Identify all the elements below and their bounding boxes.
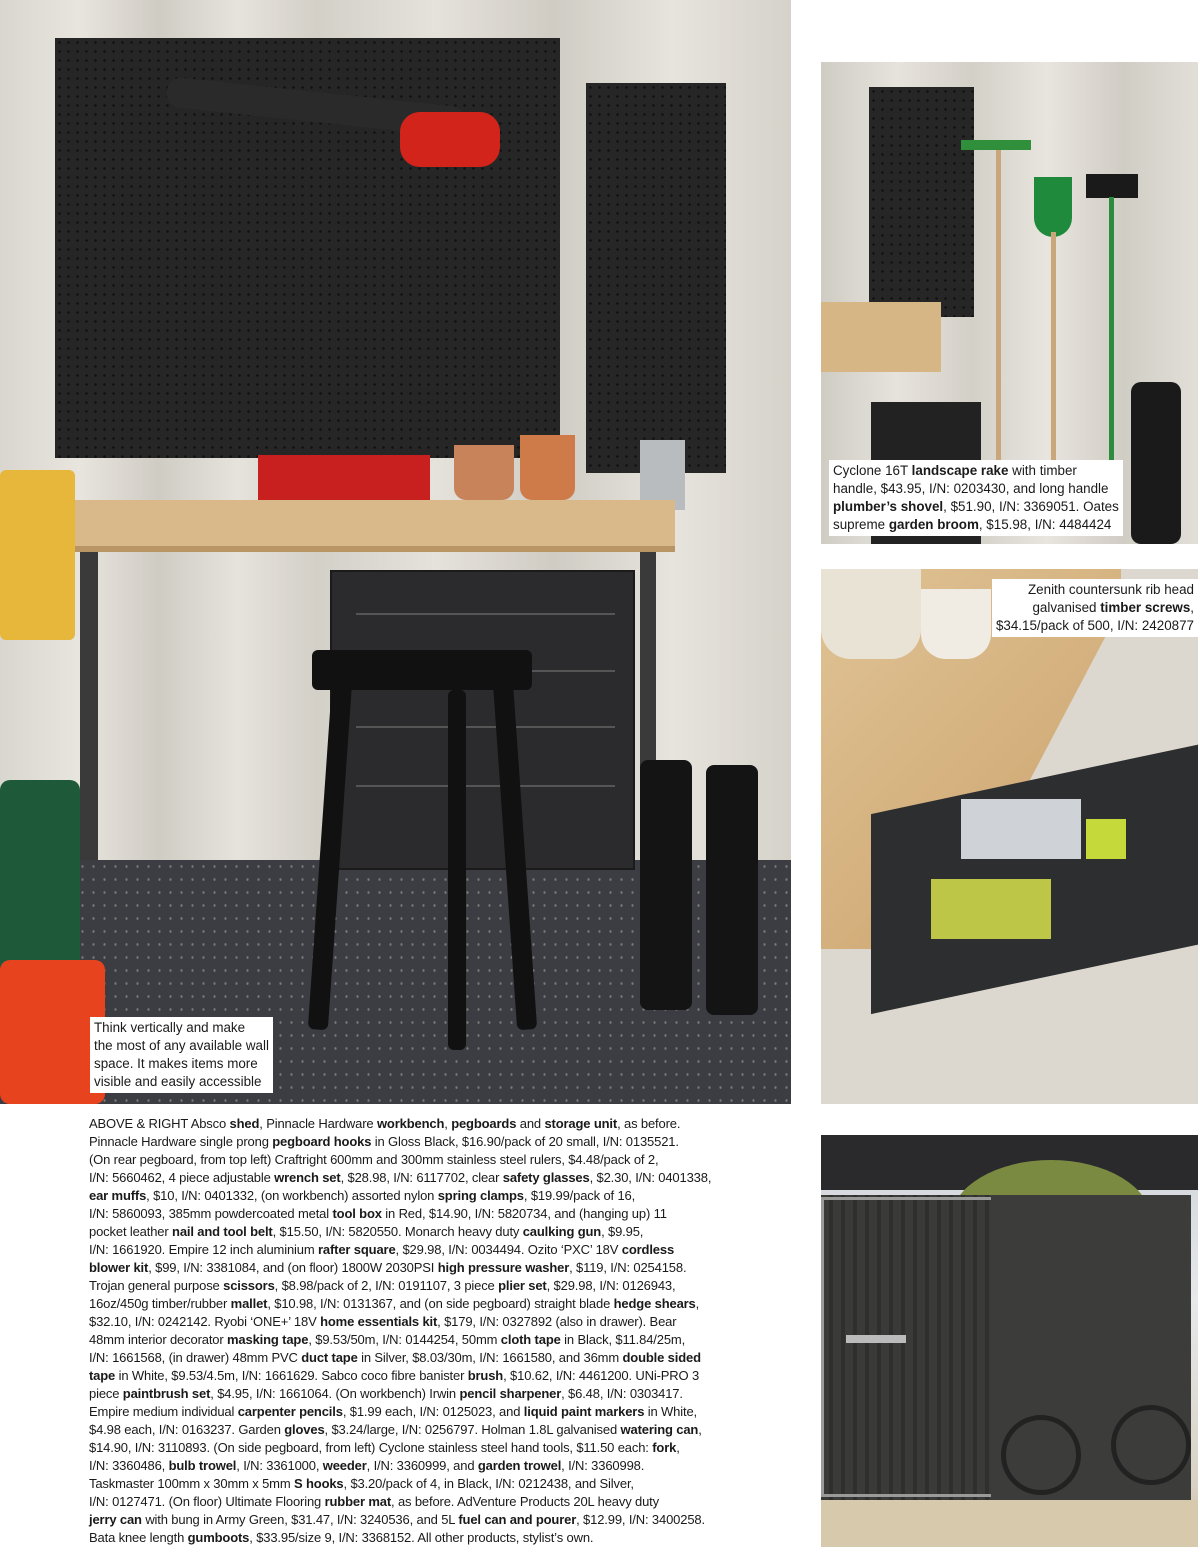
caption-line bbox=[89, 1187, 799, 1205]
caption-text: I/N: 1661920. Empire 12 inch aluminium bbox=[89, 1242, 318, 1257]
photo-drawer bbox=[821, 569, 1198, 1104]
caption-text: , $3.20/pack of 4, in Black, I/N: 0212438, and Silver, bbox=[343, 1476, 634, 1491]
caption-text: I/N: 1661568, (in drawer) 48mm PVC bbox=[89, 1350, 302, 1365]
workbench-top bbox=[821, 302, 941, 372]
tool-belt bbox=[0, 470, 75, 640]
caption-line bbox=[89, 1457, 799, 1475]
plant-pot bbox=[921, 589, 991, 659]
caption-text: , as before. AdVenture Products 20L heavy duty bbox=[391, 1494, 659, 1509]
caption-text: , $10, I/N: 0401332, (on workbench) assorted nylon bbox=[146, 1188, 438, 1203]
paving bbox=[821, 1500, 1198, 1547]
product-name: fuel can and pourer bbox=[458, 1512, 577, 1527]
bike-wheel bbox=[1001, 1415, 1081, 1495]
caption-line bbox=[89, 1493, 799, 1511]
product-name: high pressure washer bbox=[437, 1260, 570, 1275]
caption-line: space. It makes items more bbox=[94, 1056, 258, 1071]
caption-text: , $4.95, I/N: 1661064. (On workbench) Irwin bbox=[210, 1386, 460, 1401]
plant-pot bbox=[821, 569, 921, 659]
product-name: storage unit bbox=[544, 1116, 618, 1131]
product-name: wrench set bbox=[274, 1170, 341, 1185]
screws-box bbox=[961, 799, 1081, 859]
side-pegboard bbox=[586, 83, 726, 473]
stool-leg bbox=[448, 690, 466, 1050]
caption-line bbox=[996, 617, 1194, 635]
caption-text: I/N: 3360486, bbox=[89, 1458, 169, 1473]
product-name: pencil sharpener bbox=[459, 1386, 562, 1401]
product-name: ear muffs bbox=[89, 1188, 147, 1203]
caption-line bbox=[833, 498, 1119, 516]
caption-text: $34.15/pack of 500, I/N: 2420877 bbox=[995, 618, 1194, 633]
caption-text: $4.98 each, I/N: 0163237. Garden bbox=[89, 1422, 285, 1437]
caption-text: with timber bbox=[1008, 463, 1077, 478]
caption-text: , $19.99/pack of 16, bbox=[523, 1188, 636, 1203]
product-name: plier set bbox=[498, 1278, 547, 1293]
product-name: weeder bbox=[322, 1458, 367, 1473]
overlay-caption-screws bbox=[992, 579, 1198, 637]
caption-line bbox=[89, 1475, 799, 1493]
caption-text: in White, bbox=[644, 1404, 697, 1419]
caption-text: in Gloss Black, $16.90/pack of 20 small, I/N: 0135521. bbox=[371, 1134, 679, 1149]
caption-text: , $8.98/pack of 2, I/N: 0191107, 3 piece bbox=[274, 1278, 499, 1293]
door-handle bbox=[846, 1335, 906, 1343]
product-name: home essentials kit bbox=[320, 1314, 438, 1329]
product-name: workbench bbox=[376, 1116, 445, 1131]
caption-text: 16oz/450g timber/rubber bbox=[89, 1296, 231, 1311]
caption-text: , bbox=[444, 1116, 452, 1131]
caption-text: , Pinnacle Hardware bbox=[259, 1116, 377, 1131]
product-name: S hooks bbox=[294, 1476, 344, 1491]
caption-text: , $2.30, I/N: 0401338, bbox=[589, 1170, 712, 1185]
caption-text: , $3.24/large, I/N: 0256797. Holman 1.8L galvanised bbox=[324, 1422, 621, 1437]
product-name: fork bbox=[652, 1440, 677, 1455]
caption-text: , bbox=[1190, 600, 1194, 615]
product-name: blower kit bbox=[89, 1260, 149, 1275]
caption-text: Bata knee length bbox=[89, 1530, 188, 1545]
caption-line bbox=[89, 1277, 799, 1295]
caption-text: with bung in Army Green, $31.47, I/N: 3240536, and 5L bbox=[141, 1512, 459, 1527]
caption-line bbox=[996, 581, 1194, 599]
caption-text: handle, $43.95, I/N: 0203430, and long handle bbox=[833, 481, 1109, 496]
ryobi-charger bbox=[1086, 819, 1126, 859]
product-name: pegboards bbox=[451, 1116, 517, 1131]
caption-text: , I/N: 3360999, and bbox=[366, 1458, 478, 1473]
caption-text: (On rear pegboard, from top left) Craftright 600mm and 300mm stainless steel rulers, $4.48/pack of 2, bbox=[89, 1152, 659, 1167]
caption-text: I/N: 0127471. (On floor) Ultimate Flooring bbox=[89, 1494, 325, 1509]
caption-text: , $9.95, bbox=[601, 1224, 644, 1239]
caption-line: visible and easily accessible bbox=[94, 1074, 262, 1089]
caption-line: the most of any available wall bbox=[94, 1038, 269, 1053]
caption-text: , $33.95/size 9, I/N: 3368152. All other products, stylist’s own. bbox=[249, 1530, 594, 1545]
caption-line bbox=[833, 462, 1119, 480]
product-name: cloth tape bbox=[500, 1332, 561, 1347]
caption-text: Cyclone 16T bbox=[833, 463, 912, 478]
caption-text: 48mm interior decorator bbox=[89, 1332, 228, 1347]
product-name: garden broom bbox=[888, 517, 979, 532]
caption-line bbox=[89, 1151, 799, 1169]
caption-line bbox=[89, 1529, 799, 1547]
caption-line bbox=[89, 1331, 799, 1349]
caption-line bbox=[89, 1115, 799, 1133]
caption-text: in Black, $11.84/25m, bbox=[560, 1332, 686, 1347]
plant-pot bbox=[520, 435, 575, 500]
product-name: cordless bbox=[621, 1242, 675, 1257]
caption-text: , bbox=[676, 1440, 680, 1455]
product-name: timber screws bbox=[1100, 600, 1191, 615]
gumboot bbox=[706, 765, 758, 1015]
shovel-head bbox=[1034, 177, 1072, 237]
pressure-washer bbox=[1131, 382, 1181, 544]
product-name: landscape rake bbox=[911, 463, 1009, 478]
caption-text: , bbox=[695, 1296, 700, 1311]
caption-text: , $28.98, I/N: 6117702, clear bbox=[340, 1170, 503, 1185]
caption-text: , $29.98, I/N: 0126943, bbox=[546, 1278, 676, 1293]
product-name: spring clamps bbox=[437, 1188, 524, 1203]
caption-line bbox=[89, 1169, 799, 1187]
product-name: nail and tool belt bbox=[172, 1224, 273, 1239]
caption-text: Pinnacle Hardware single prong bbox=[89, 1134, 273, 1149]
main-photo-shed-workbench bbox=[0, 0, 791, 1104]
caption-text: , $10.62, I/N: 4461200. UNi-PRO 3 bbox=[503, 1368, 700, 1383]
caption-line bbox=[89, 1295, 799, 1313]
overlay-caption-rake bbox=[829, 460, 1123, 536]
caption-text: piece bbox=[89, 1386, 123, 1401]
caption-text: , $12.99, I/N: 3400258. bbox=[576, 1512, 705, 1527]
caption-line bbox=[89, 1367, 799, 1385]
caption-text: Trojan general purpose bbox=[89, 1278, 224, 1293]
blower-head bbox=[400, 112, 500, 167]
photo-shed-exterior bbox=[821, 1135, 1198, 1547]
product-name: bulb trowel bbox=[168, 1458, 237, 1473]
product-name: shed bbox=[229, 1116, 260, 1131]
caption-line bbox=[89, 1421, 799, 1439]
caption-text: , $9.53/50m, I/N: 0144254, 50mm bbox=[308, 1332, 501, 1347]
caption-text: , $99, I/N: 3381084, and (on floor) 1800W 2030PSI bbox=[148, 1260, 438, 1275]
product-credits-caption bbox=[89, 1115, 799, 1547]
caption-text: I/N: 5860093, 385mm powdercoated metal bbox=[89, 1206, 333, 1221]
side-pegboard bbox=[869, 87, 974, 317]
broom-handle bbox=[1109, 197, 1114, 487]
caption-line bbox=[833, 516, 1119, 534]
product-name: rubber mat bbox=[324, 1494, 392, 1509]
caption-text: and bbox=[516, 1116, 545, 1131]
caption-text: , I/N: 3360998. bbox=[561, 1458, 645, 1473]
caption-text: galvanised bbox=[1032, 600, 1101, 615]
broom-head bbox=[1086, 174, 1138, 198]
caption-line bbox=[89, 1133, 799, 1151]
product-name: safety glasses bbox=[502, 1170, 590, 1185]
photo-garden-tools bbox=[821, 62, 1198, 544]
caption-line bbox=[996, 599, 1194, 617]
product-name: plumber’s shovel bbox=[833, 499, 944, 514]
caption-text: , as before. bbox=[617, 1116, 681, 1131]
product-name: brush bbox=[467, 1368, 504, 1383]
caption-text: , I/N: 3361000, bbox=[236, 1458, 323, 1473]
shed-door bbox=[821, 1197, 999, 1497]
caption-text: , $6.48, I/N: 0303417. bbox=[561, 1386, 683, 1401]
product-name: mallet bbox=[230, 1296, 268, 1311]
caption-text: supreme bbox=[833, 517, 889, 532]
caption-text: Empire medium individual bbox=[89, 1404, 238, 1419]
caption-text: in White, $9.53/4.5m, I/N: 1661629. Sabco coco fibre banister bbox=[115, 1368, 468, 1383]
bench-leg bbox=[640, 552, 656, 792]
caption-text: , $15.98, I/N: 4484424 bbox=[978, 517, 1112, 532]
bit-set bbox=[931, 879, 1051, 939]
caption-text: , $119, I/N: 0254158. bbox=[569, 1260, 687, 1275]
product-name: scissors bbox=[223, 1278, 275, 1293]
plant-pot bbox=[454, 445, 514, 500]
caption-text: Zenith countersunk rib head bbox=[1028, 582, 1194, 597]
product-name: tool box bbox=[332, 1206, 382, 1221]
product-name: paintbrush set bbox=[122, 1386, 211, 1401]
product-name: jerry can bbox=[89, 1512, 142, 1527]
product-name: garden trowel bbox=[477, 1458, 562, 1473]
rake-handle bbox=[996, 142, 1001, 472]
caption-line bbox=[89, 1241, 799, 1259]
caption-line bbox=[89, 1313, 799, 1331]
storage-unit bbox=[330, 570, 635, 870]
caption-text: pocket leather bbox=[89, 1224, 173, 1239]
caption-text: $14.90, I/N: 3110893. (On side pegboard, from left) Cyclone stainless steel hand tools, $11.50 each: bbox=[89, 1440, 653, 1455]
caption-text: , $179, I/N: 0327892 (also in drawer). Bear bbox=[437, 1314, 677, 1329]
product-name: watering can bbox=[620, 1422, 699, 1437]
caption-line bbox=[89, 1259, 799, 1277]
caption-line: Think vertically and make bbox=[94, 1020, 246, 1035]
caption-text: Taskmaster 100mm x 30mm x 5mm bbox=[89, 1476, 294, 1491]
caption-text: , bbox=[698, 1422, 702, 1437]
product-name: carpenter pencils bbox=[237, 1404, 343, 1419]
jerry-can bbox=[0, 780, 80, 980]
caption-line bbox=[89, 1223, 799, 1241]
caption-line bbox=[89, 1511, 799, 1529]
product-name: gumboots bbox=[187, 1530, 250, 1545]
caption-text: , $1.99 each, I/N: 0125023, and bbox=[342, 1404, 524, 1419]
caption-line bbox=[89, 1385, 799, 1403]
caption-line bbox=[89, 1403, 799, 1421]
product-name: tape bbox=[89, 1368, 116, 1383]
workbench-top bbox=[75, 500, 675, 552]
caption-text: $32.10, I/N: 0242142. Ryobi ‘ONE+’ 18V bbox=[89, 1314, 321, 1329]
caption-line bbox=[89, 1205, 799, 1223]
rake-head bbox=[961, 140, 1031, 150]
caption-line bbox=[89, 1349, 799, 1367]
caption-text: , $51.90, I/N: 3369051. Oates bbox=[943, 499, 1119, 514]
product-name: rafter square bbox=[318, 1242, 396, 1257]
product-name: liquid paint markers bbox=[523, 1404, 645, 1419]
product-name: masking tape bbox=[227, 1332, 309, 1347]
product-name: gloves bbox=[284, 1422, 325, 1437]
caption-text: I/N: 5660462, 4 piece adjustable bbox=[89, 1170, 275, 1185]
gumboot bbox=[640, 760, 692, 1010]
caption-line bbox=[833, 480, 1119, 498]
product-name: pegboard hooks bbox=[272, 1134, 372, 1149]
product-name: caulking gun bbox=[522, 1224, 602, 1239]
product-name: hedge shears bbox=[613, 1296, 696, 1311]
product-name: duct tape bbox=[301, 1350, 358, 1365]
caption-text: in Red, $14.90, I/N: 5820734, and (hanging up) 11 bbox=[381, 1206, 667, 1221]
caption-text: , $10.98, I/N: 0131367, and (on side pegboard) straight blade bbox=[267, 1296, 614, 1311]
product-name: double sided bbox=[622, 1350, 701, 1365]
caption-text: ABOVE & RIGHT Absco bbox=[89, 1116, 230, 1131]
caption-text: , $15.50, I/N: 5820550. Monarch heavy duty bbox=[272, 1224, 523, 1239]
overlay-caption-main bbox=[90, 1017, 273, 1093]
bike-wheel bbox=[1111, 1405, 1191, 1485]
caption-line bbox=[89, 1439, 799, 1457]
caption-text: , $29.98, I/N: 0034494. Ozito ‘PXC’ 18V bbox=[395, 1242, 622, 1257]
caption-text: in Silver, $8.03/30m, I/N: 1661580, and 36mm bbox=[357, 1350, 623, 1365]
shovel-handle bbox=[1051, 232, 1056, 482]
